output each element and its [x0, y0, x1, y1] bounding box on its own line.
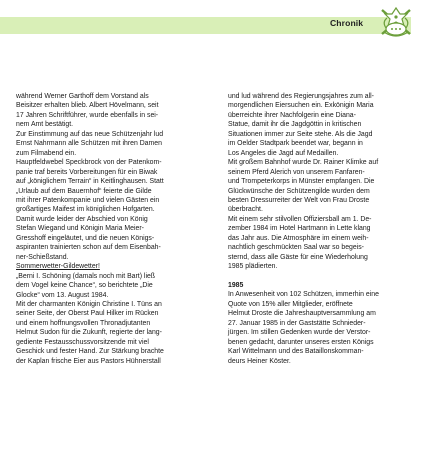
paragraph-line: Quote von 15% aller Mitglieder, eröffnete — [228, 300, 353, 308]
paragraph-line: In Anwesenheit von 102 Schützen, immerhin eine — [228, 291, 379, 299]
paragraph-line: gediente Festausschussvorsitzende mit viel — [16, 338, 149, 346]
paragraph-line: Los Angeles die Jagd auf Medaillen. — [228, 149, 339, 157]
section-title: Chronik — [330, 18, 364, 28]
paragraph-line: Geschick und fester Hand. Zur Stärkung brachte — [16, 348, 164, 356]
paragraph-line: nem Amt bestätigt. — [16, 121, 74, 129]
paragraph-line: deurs Heiner Köster. — [228, 357, 291, 365]
paragraph-line: auf „königlichem Terrain“ in Keitlinghausen. Statt — [16, 178, 164, 186]
paragraph-line: Glocke“ vom 13. August 1984. — [16, 291, 109, 299]
paragraph-line: 1985 plädierten. — [228, 263, 278, 271]
paragraph-line: Helmut Sudon für die Zukunft, regierte der lang- — [16, 329, 162, 337]
paragraph-line: zember 1984 im Hotel Hartmann in Lette klang — [228, 225, 371, 233]
paragraph-line: seiner Seite, der Oberst Paul Hilker im Rücken — [16, 310, 159, 318]
paragraph-line: im Oelder Stadtpark beendet war, begann in — [228, 140, 363, 148]
paragraph-line: Hauptfeldwebel Speckbrock von der Patenkom- — [16, 159, 162, 167]
paragraph-line: Statue, damit ihr die Jagdgöttin in kritischen — [228, 121, 362, 129]
paragraph-line: und einem hoffnungsvollen Thronadjutanten — [16, 319, 151, 327]
paragraph-line: seinem Pferd Alerich von unserem Fanfaren- — [228, 168, 365, 176]
paragraph-line: „Berni I. Schöning (damals noch mit Bart) ließ — [16, 272, 156, 280]
paragraph-line: Damit wurde leider der Abschied von König — [16, 215, 148, 223]
paragraph-line: Mit großem Bahnhof wurde Dr. Rainer Klimke auf — [228, 159, 379, 167]
paragraph-line: zum Filmabend ein. — [16, 149, 77, 157]
paragraph-line: besten Dressurreiter der Welt von Frau Droste — [228, 196, 370, 204]
paragraph-line: und lud während des Regierungsjahres zum all- — [228, 93, 374, 100]
paragraph-line: überbracht. — [228, 206, 263, 214]
paragraph-line: Stefan Wiegand und Königin Maria Meier- — [16, 225, 144, 233]
paragraph-line: Karl Wittelmann und des Bataillonskomman- — [228, 348, 364, 356]
paragraph-line: 17 Jahren Schriftführer, wurde ebenfalls in sei- — [16, 111, 159, 119]
paragraph-line: großartiges Maifest im königlichen Hofgarten. — [16, 206, 155, 214]
paragraph-line: jürgen. Im stillen Gedenken wurde der Verstor- — [228, 329, 371, 337]
paragraph-line: Beisitzer erhalten blieb. Albert Hövelmann, seit — [16, 102, 159, 110]
paragraph-line: das Jahr aus. Die Atmosphäre im einem weih- — [228, 234, 369, 242]
paragraph-line: Glückwünsche der Schützengilde wurden dem — [228, 187, 370, 195]
paragraph-line: mit ihrer Patenkompanie und vielen Gästen ein — [16, 196, 160, 204]
paragraph-line: und Trompeterkorps in Münster empfangen. Die — [228, 178, 375, 186]
paragraph-line: der Kaplan frische Eier aus Pastors Hühnerstall — [16, 357, 161, 365]
right-text-column — [228, 92, 425, 366]
paragraph-line: „Urlaub auf dem Bauernhof“ feierte die Gilde — [16, 187, 152, 195]
subheading: Sommerwetter-Gildewetter! — [16, 263, 100, 271]
paragraph-line: nachtlich geschmückten Saal war so begeis- — [228, 244, 364, 252]
paragraph-line: Mit einem sehr stilvollen Offiziersball am 1. De- — [228, 215, 372, 223]
paragraph-line: Situationen immer zur Seite stehe. Als die Jagd — [228, 130, 373, 138]
paragraph-line: überreichte ihrer Nachfolgerin eine Diana- — [228, 111, 356, 119]
paragraph-line: benen gedacht, darunter unseres ersten Königs — [228, 338, 374, 346]
paragraph-line: ner-Schießstand. — [16, 253, 69, 261]
paragraph-line: Ernst Nahrmann alle Schützen mit ihren Damen — [16, 140, 162, 148]
shooting-club-emblem-icon — [376, 4, 416, 42]
paragraph-line: während Werner Garthoff dem Vorstand als — [16, 93, 149, 100]
paragraph-line: dem Vogel keine Chance“, so berichtete „Die — [16, 282, 153, 290]
paragraph-line: Zur Einstimmung auf das neue Schützenjahr lud — [16, 130, 164, 138]
paragraph-line: morgendlichen Eiersuchen ein. Exkönigin Maria — [228, 102, 374, 110]
paragraph-line: Gresshoff eingeläutet, und die neuen Königs- — [16, 234, 155, 242]
paragraph-line: aspiranten trainierten schon auf dem Eisenbah- — [16, 244, 161, 252]
paragraph-line: Helmut Droste die Jahreshauptversammlung am — [228, 310, 376, 318]
paragraph-line: panie traf bereits Vorbereitungen für ein Biwak — [16, 168, 158, 176]
year-heading: 1985 — [228, 282, 244, 289]
left-text-column — [16, 92, 213, 366]
paragraph-line: sternd, dass alle Gäste für eine Wiederholung — [228, 253, 368, 261]
paragraph-line: Mit der charmanten Königin Christine I. Tüns an — [16, 300, 162, 308]
paragraph-line: 27. Januar 1985 in der Gaststätte Schnieder- — [228, 319, 366, 327]
